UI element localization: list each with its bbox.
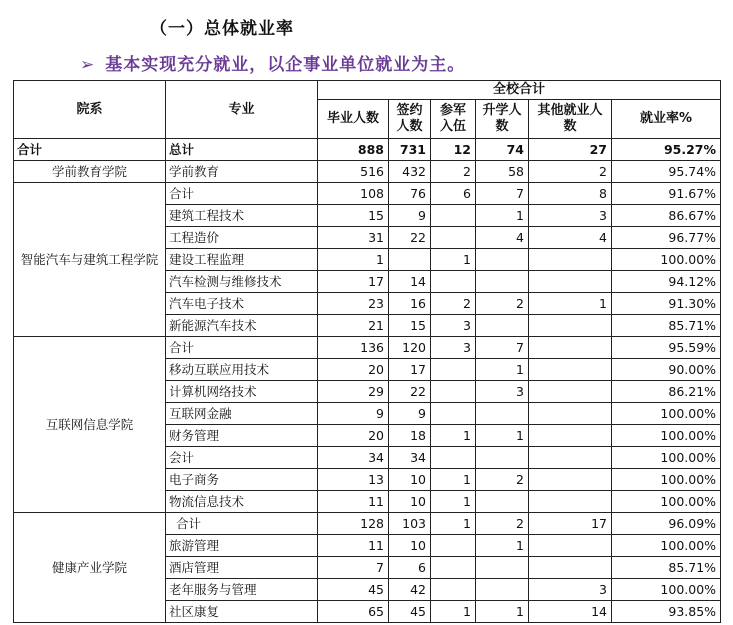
signed-cell: 16 <box>389 293 431 315</box>
table-row <box>14 513 721 535</box>
further-study-cell <box>476 557 529 579</box>
military-cell <box>431 381 476 403</box>
college-cell: 健康产业学院 <box>14 513 166 623</box>
other-cell <box>529 469 612 491</box>
graduates-cell: 888 <box>318 139 389 161</box>
graduates-cell: 108 <box>318 183 389 205</box>
further-study-cell: 1 <box>476 425 529 447</box>
rate-cell: 91.67% <box>612 183 721 205</box>
rate-cell: 100.00% <box>612 249 721 271</box>
rate-cell: 96.77% <box>612 227 721 249</box>
signed-cell: 9 <box>389 205 431 227</box>
military-cell <box>431 447 476 469</box>
major-cell: 合计 <box>166 337 318 359</box>
major-cell: 工程造价 <box>166 227 318 249</box>
further-study-cell: 7 <box>476 337 529 359</box>
graduates-cell: 20 <box>318 359 389 381</box>
major-cell: 总计 <box>166 139 318 161</box>
further-study-cell: 4 <box>476 227 529 249</box>
major-cell: 合计 <box>166 513 318 535</box>
military-cell: 3 <box>431 315 476 337</box>
college-cell: 互联网信息学院 <box>14 337 166 513</box>
other-cell <box>529 535 612 557</box>
graduates-cell: 13 <box>318 469 389 491</box>
further-study-cell <box>476 403 529 425</box>
rate-cell: 96.09% <box>612 513 721 535</box>
rate-cell: 100.00% <box>612 447 721 469</box>
rate-cell: 100.00% <box>612 403 721 425</box>
major-cell: 互联网金融 <box>166 403 318 425</box>
major-cell: 学前教育 <box>166 161 318 183</box>
major-cell: 社区康复 <box>166 601 318 623</box>
header-military: 参军入伍 <box>431 100 476 139</box>
signed-cell: 15 <box>389 315 431 337</box>
major-cell: 酒店管理 <box>166 557 318 579</box>
other-cell: 17 <box>529 513 612 535</box>
rate-cell: 90.00% <box>612 359 721 381</box>
rate-cell: 95.74% <box>612 161 721 183</box>
signed-cell: 14 <box>389 271 431 293</box>
signed-cell: 76 <box>389 183 431 205</box>
rate-cell: 95.27% <box>612 139 721 161</box>
graduates-cell: 65 <box>318 601 389 623</box>
table-row <box>14 161 721 183</box>
graduates-cell: 136 <box>318 337 389 359</box>
major-cell: 建筑工程技术 <box>166 205 318 227</box>
signed-cell: 731 <box>389 139 431 161</box>
further-study-cell: 58 <box>476 161 529 183</box>
major-cell: 汽车电子技术 <box>166 293 318 315</box>
header-other: 其他就业人数 <box>529 100 612 139</box>
military-cell <box>431 579 476 601</box>
military-cell <box>431 557 476 579</box>
major-cell: 会计 <box>166 447 318 469</box>
major-cell: 汽车检测与维修技术 <box>166 271 318 293</box>
rate-cell: 86.67% <box>612 205 721 227</box>
other-cell <box>529 425 612 447</box>
signed-cell: 432 <box>389 161 431 183</box>
graduates-cell: 11 <box>318 491 389 513</box>
military-cell <box>431 271 476 293</box>
rate-cell: 95.59% <box>612 337 721 359</box>
signed-cell: 9 <box>389 403 431 425</box>
military-cell: 1 <box>431 601 476 623</box>
further-study-cell: 1 <box>476 535 529 557</box>
signed-cell: 18 <box>389 425 431 447</box>
other-cell: 2 <box>529 161 612 183</box>
header-rate: 就业率% <box>612 100 721 139</box>
graduates-cell: 23 <box>318 293 389 315</box>
military-cell <box>431 359 476 381</box>
college-cell: 合计 <box>14 139 166 161</box>
other-cell <box>529 249 612 271</box>
military-cell: 3 <box>431 337 476 359</box>
major-cell: 新能源汽车技术 <box>166 315 318 337</box>
graduates-cell: 7 <box>318 557 389 579</box>
header-signed: 签约人数 <box>389 100 431 139</box>
graduates-cell: 17 <box>318 271 389 293</box>
graduates-cell: 20 <box>318 425 389 447</box>
graduates-cell: 11 <box>318 535 389 557</box>
rate-cell: 86.21% <box>612 381 721 403</box>
rate-cell: 93.85% <box>612 601 721 623</box>
college-cell: 智能汽车与建筑工程学院 <box>14 183 166 337</box>
table-row <box>14 337 721 359</box>
table-row <box>14 183 721 205</box>
signed-cell: 22 <box>389 381 431 403</box>
other-cell <box>529 491 612 513</box>
rate-cell: 85.71% <box>612 315 721 337</box>
major-cell: 合计 <box>166 183 318 205</box>
further-study-cell: 74 <box>476 139 529 161</box>
rate-cell: 100.00% <box>612 469 721 491</box>
header-college: 院系 <box>14 81 166 139</box>
signed-cell: 22 <box>389 227 431 249</box>
graduates-cell: 21 <box>318 315 389 337</box>
further-study-cell: 1 <box>476 205 529 227</box>
further-study-cell <box>476 315 529 337</box>
signed-cell: 45 <box>389 601 431 623</box>
rate-cell: 100.00% <box>612 535 721 557</box>
header-major: 专业 <box>166 81 318 139</box>
other-cell: 27 <box>529 139 612 161</box>
other-cell: 3 <box>529 579 612 601</box>
table-row-total <box>14 139 721 161</box>
major-cell: 老年服务与管理 <box>166 579 318 601</box>
other-cell: 14 <box>529 601 612 623</box>
rate-cell: 85.71% <box>612 557 721 579</box>
college-cell: 学前教育学院 <box>14 161 166 183</box>
major-cell: 计算机网络技术 <box>166 381 318 403</box>
summary-text: 基本实现充分就业，以企事业单位就业为主。 <box>105 55 466 75</box>
major-cell: 物流信息技术 <box>166 491 318 513</box>
major-cell: 电子商务 <box>166 469 318 491</box>
rate-cell: 100.00% <box>612 425 721 447</box>
major-cell: 财务管理 <box>166 425 318 447</box>
further-study-cell <box>476 447 529 469</box>
graduates-cell: 34 <box>318 447 389 469</box>
other-cell: 3 <box>529 205 612 227</box>
rate-cell: 100.00% <box>612 491 721 513</box>
graduates-cell: 516 <box>318 161 389 183</box>
further-study-cell: 7 <box>476 183 529 205</box>
major-cell: 旅游管理 <box>166 535 318 557</box>
military-cell <box>431 403 476 425</box>
military-cell: 6 <box>431 183 476 205</box>
signed-cell: 10 <box>389 491 431 513</box>
graduates-cell: 15 <box>318 205 389 227</box>
other-cell <box>529 447 612 469</box>
signed-cell: 42 <box>389 579 431 601</box>
further-study-cell: 1 <box>476 359 529 381</box>
military-cell: 2 <box>431 161 476 183</box>
signed-cell: 17 <box>389 359 431 381</box>
signed-cell: 10 <box>389 535 431 557</box>
other-cell: 4 <box>529 227 612 249</box>
other-cell <box>529 403 612 425</box>
further-study-cell: 2 <box>476 293 529 315</box>
signed-cell: 120 <box>389 337 431 359</box>
major-cell: 建设工程监理 <box>166 249 318 271</box>
graduates-cell: 1 <box>318 249 389 271</box>
header-further-study: 升学人数 <box>476 100 529 139</box>
arrow-bullet-icon: ➢ <box>80 55 96 75</box>
further-study-cell: 2 <box>476 513 529 535</box>
further-study-cell <box>476 579 529 601</box>
other-cell <box>529 557 612 579</box>
graduates-cell: 29 <box>318 381 389 403</box>
military-cell <box>431 205 476 227</box>
military-cell: 1 <box>431 249 476 271</box>
military-cell: 1 <box>431 491 476 513</box>
signed-cell: 6 <box>389 557 431 579</box>
military-cell <box>431 535 476 557</box>
signed-cell <box>389 249 431 271</box>
signed-cell: 34 <box>389 447 431 469</box>
further-study-cell: 2 <box>476 469 529 491</box>
military-cell: 2 <box>431 293 476 315</box>
further-study-cell: 1 <box>476 601 529 623</box>
major-cell: 移动互联应用技术 <box>166 359 318 381</box>
military-cell: 1 <box>431 469 476 491</box>
other-cell <box>529 381 612 403</box>
rate-cell: 91.30% <box>612 293 721 315</box>
rate-cell: 94.12% <box>612 271 721 293</box>
military-cell: 12 <box>431 139 476 161</box>
rate-cell: 100.00% <box>612 579 721 601</box>
other-cell <box>529 359 612 381</box>
military-cell <box>431 227 476 249</box>
other-cell: 8 <box>529 183 612 205</box>
other-cell <box>529 337 612 359</box>
graduates-cell: 45 <box>318 579 389 601</box>
summary-line <box>80 50 465 75</box>
header-school-total: 全校合计 <box>318 81 721 100</box>
other-cell <box>529 315 612 337</box>
employment-rate-table <box>13 80 721 623</box>
further-study-cell <box>476 249 529 271</box>
military-cell: 1 <box>431 513 476 535</box>
further-study-cell <box>476 491 529 513</box>
header-graduates: 毕业人数 <box>318 100 389 139</box>
other-cell: 1 <box>529 293 612 315</box>
signed-cell: 103 <box>389 513 431 535</box>
section-title: （一）总体就业率 <box>150 19 294 39</box>
signed-cell: 10 <box>389 469 431 491</box>
further-study-cell <box>476 271 529 293</box>
military-cell: 1 <box>431 425 476 447</box>
other-cell <box>529 271 612 293</box>
graduates-cell: 9 <box>318 403 389 425</box>
graduates-cell: 31 <box>318 227 389 249</box>
graduates-cell: 128 <box>318 513 389 535</box>
further-study-cell: 3 <box>476 381 529 403</box>
